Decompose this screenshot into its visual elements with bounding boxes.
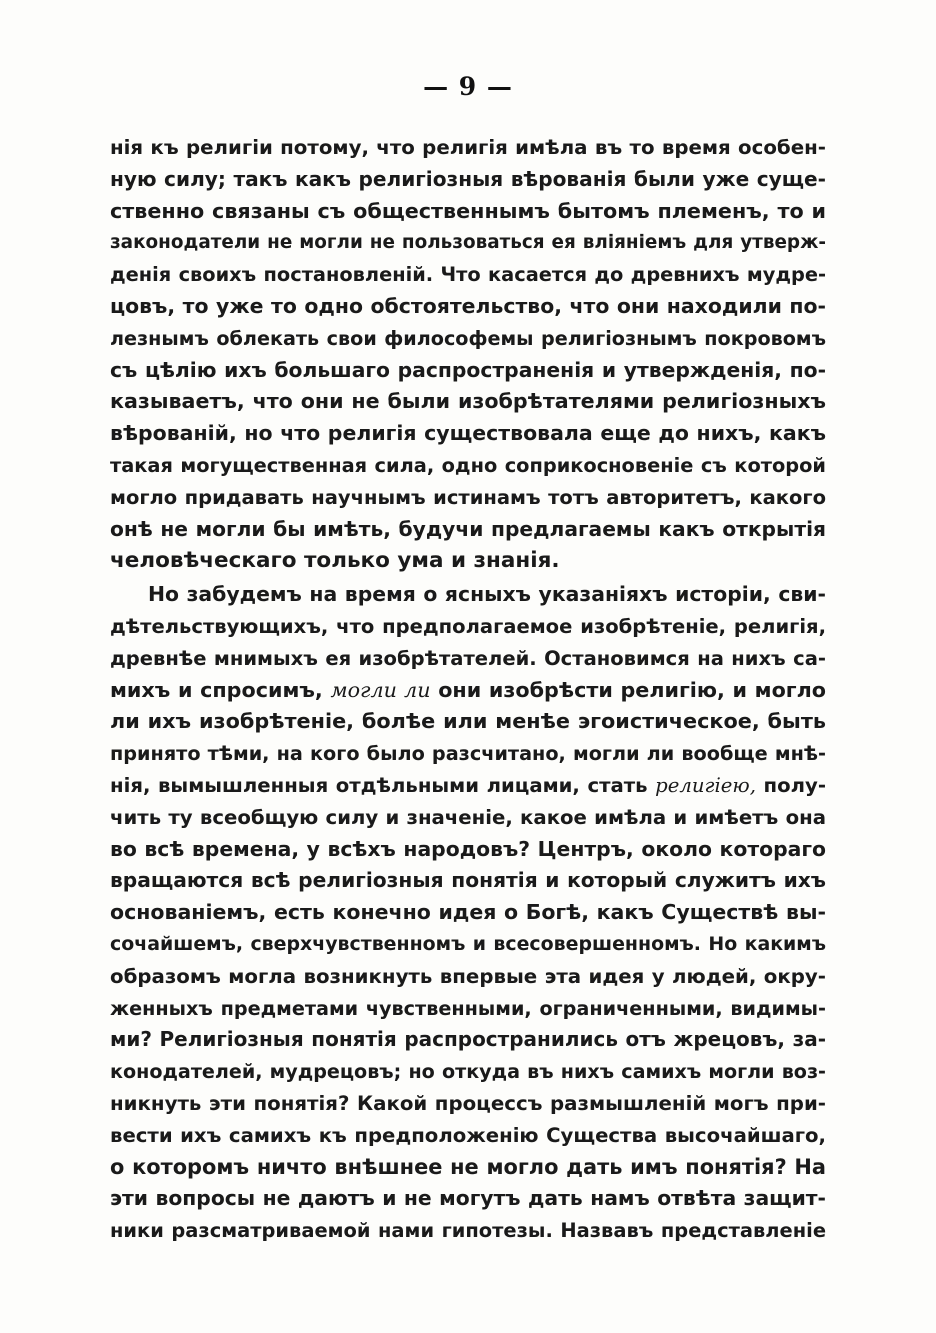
page-number: — 9 — (423, 72, 513, 101)
text-line: могло придавать научнымъ истинамъ тотъ авторитетъ, какого (110, 485, 826, 509)
text-line: вращаются всѣ религіозныя понятія и который служитъ ихъ (110, 868, 826, 893)
body-text (110, 132, 826, 1247)
paragraph-1 (110, 132, 826, 577)
italic-emphasis: религіею, (655, 773, 756, 797)
text-line (110, 770, 826, 802)
text-line: ли ихъ изобрѣтеніе, болѣе или менѣе эгоистическое, быть (110, 709, 826, 734)
text-line: вѣрованій, но что религія существовала еще до нихъ, какъ (110, 421, 826, 446)
text-line: нія къ религіи потому, что религія имѣла въ то время особен- (110, 136, 826, 159)
text-line (110, 675, 826, 707)
text-line: ми? Религіозныя понятія распространились отъ жрецовъ, за- (110, 1027, 826, 1052)
italic-emphasis: могли ли (330, 677, 431, 702)
text-line: образомъ могла возникнуть впервые эта идея у людей, окру- (110, 964, 826, 988)
text-line: никнуть эти понятія? Какой процессъ размышленій могъ при- (110, 1091, 826, 1115)
text-span: нія, вымышленныя отдѣльными лицами, стать (110, 773, 656, 797)
text-line: сочайшемъ, сверхчувственномъ и всесовершенномъ. Но какимъ (110, 932, 826, 955)
text-line: древнѣе мнимыхъ ея изобрѣтателей. Остановимся на нихъ са- (110, 646, 826, 670)
text-line: законодатели не могли не пользоваться ея вліяніемъ для утверж- (110, 232, 826, 254)
text-line: во всѣ времена, у всѣхъ народовъ? Центръ, около котораго (110, 836, 826, 861)
text-line: вести ихъ самихъ къ предположенію Существа высочайшаго, (110, 1123, 826, 1147)
text-line: лезнымъ облекать свои философемы религіознымъ покровомъ (110, 326, 826, 350)
text-line: ную силу; такъ какъ религіозныя вѣрованія были уже суще- (110, 166, 826, 191)
text-line: онѣ не могли бы имѣть, будучи предлагаемы какъ открытія (110, 516, 826, 541)
text-line: денія своихъ постановленій. Что касается до древнихъ мудре- (110, 263, 826, 287)
text-line: цовъ, то уже то одно обстоятельство, что они находили по- (110, 293, 826, 318)
text-span: они изобрѣсти религію, и могло (430, 677, 826, 702)
text-line: принято тѣми, на кого было разсчитано, могли ли вообще мнѣ- (110, 742, 826, 766)
text-line: эти вопросы не даютъ и не могутъ дать намъ отвѣта защит- (110, 1186, 826, 1211)
text-span: михъ и спросимъ, (110, 677, 331, 702)
text-line: чить ту всеобщую силу и значеніе, какое имѣла и имѣетъ она (110, 805, 826, 829)
text-span: полу- (755, 773, 826, 797)
text-line: человѣческаго только ума и знанія. (110, 548, 560, 574)
text-line: Но забудемъ на время о ясныхъ указаніяхъ исторіи, сви- (148, 582, 826, 607)
text-line: дѣтельствующихъ, что предполагаемое изобрѣтеніе, религія, (110, 614, 826, 638)
text-line: о которомъ ничто внѣшнее не могло дать имъ понятія? На (110, 1154, 826, 1179)
text-line: женныхъ предметами чувственными, ограниченными, видимы- (110, 996, 826, 1020)
text-line: основаніемъ, есть конечно идея о Богѣ, какъ Существѣ вы- (110, 900, 826, 925)
text-line: ственно связаны съ общественнымъ бытомъ племенъ, то и (110, 198, 826, 223)
text-line: конодателей, мудрецовъ; но откуда въ нихъ самихъ могли воз- (110, 1060, 826, 1084)
text-line: съ цѣлію ихъ большаго распространенія и утвержденія, по- (110, 357, 826, 382)
text-line: казываетъ, что они не были изобрѣтателями религіозныхъ (110, 389, 826, 414)
paragraph-2 (110, 579, 826, 1247)
text-line: ники разсматриваемой нами гипотезы. Назвавъ представленіе (110, 1219, 826, 1243)
text-line: такая могущественная сила, одно соприкосновеніе съ которой (110, 453, 826, 477)
